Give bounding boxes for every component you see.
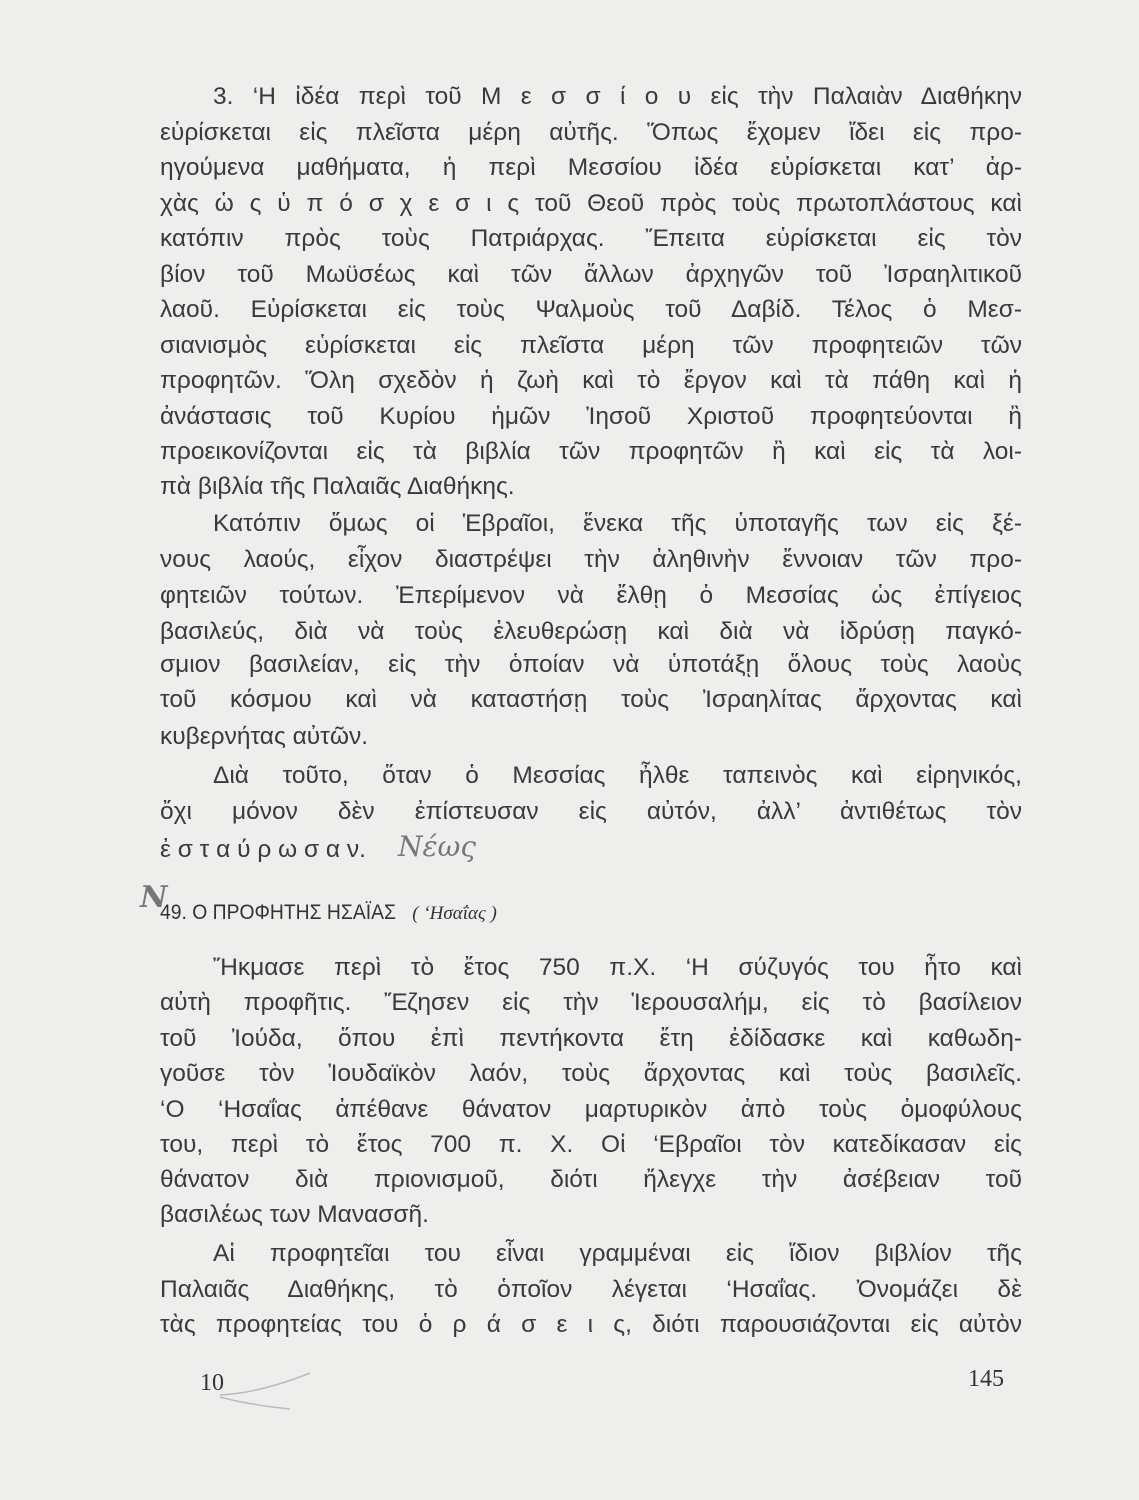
text-line: πὰ βιβλία τῆς Παλαιᾶς Διαθήκης. [160, 473, 515, 500]
text-line: τοῦ Ἰούδα, ὅπου ἐπὶ πεντήκοντα ἔτη ἐδίδασκε καὶ καθωδη- [160, 1025, 1022, 1052]
section-subtitle: ( ‘Ησαΐας ) [412, 903, 497, 924]
text-line: Ἤκμασε περὶ τὸ ἔτος 750 π.Χ. ‘Η σύζυγός του ἦτο καὶ [213, 954, 1022, 981]
text-line: γοῦσε τὸν Ἰουδαϊκὸν λαόν, τοὺς ἄρχοντας καὶ τοὺς βασιλεῖς. [160, 1060, 1022, 1087]
text-line: ὄχι μόνον δὲν ἐπίστευσαν εἰς αὐτόν, ἀλλ’ ἀντιθέτως τὸν [160, 798, 1022, 825]
text-line: 3. ‘Η ἰδέα περὶ τοῦ Μ ε σ σ ί ο υ εἰς τὴν Παλαιὰν Διαθήκην [213, 83, 1022, 110]
text-line: σιανισμὸς εὑρίσκεται εἰς πλεῖστα μέρη τῶν προφητειῶν τῶν [160, 332, 1022, 359]
text-line: χὰς ὡ ς ὑ π ό σ χ ε σ ι ς τοῦ Θεοῦ πρὸς τοὺς πρωτοπλάστους καὶ [160, 190, 1022, 217]
text-line: Κατόπιν ὅμως οἱ Ἑβραῖοι, ἕνεκα τῆς ὑποταγῆς των εἰς ξέ- [213, 510, 1022, 537]
section-heading [160, 898, 497, 929]
text-line: τὰς προφητείας του ὁ ρ ά σ ε ι ς, διότι παρουσιάζονται εἰς αὐτὸν [160, 1311, 1022, 1338]
text-line: λαοῦ. Εὑρίσκεται εἰς τοὺς Ψαλμοὺς τοῦ Δαβίδ. Τέλος ὁ Μεσ- [160, 296, 1022, 323]
text-line: φητειῶν τούτων. Ἐπερίμενον νὰ ἔλθῃ ὁ Μεσσίας ὡς ἐπίγειος [160, 582, 1022, 609]
pencil-stroke-icon [200, 1365, 320, 1415]
text-line: θάνατον διὰ πριονισμοῦ, διότι ἤλεγχε τὴν ἀσέβειαν τοῦ [160, 1166, 1022, 1193]
page-number: 145 [968, 1366, 1004, 1392]
text-line: αὐτὴ προφῆτις. Ἔζησεν εἰς τὴν Ἱερουσαλήμ, εἰς τὸ βασίλειον [160, 989, 1022, 1016]
handwritten-mark: Ν [140, 880, 168, 915]
text-line: ἀνάστασις τοῦ Κυρίου ἡμῶν Ἰησοῦ Χριστοῦ προφητεύονται ἢ [160, 403, 1022, 430]
signature-mark: 10 [200, 1370, 224, 1396]
text-line: σμιον βασιλείαν, εἰς τὴν ὁποίαν νὰ ὑποτάξῃ ὅλους τοὺς λαοὺς [160, 651, 1022, 678]
text-line: τοῦ κόσμου καὶ νὰ καταστήσῃ τοὺς Ἰσραηλίτας ἄρχοντας καὶ [160, 686, 1022, 713]
text-line: Αἱ προφητεῖαι του εἶναι γραμμέναι εἰς ἴδιον βιβλίον τῆς [213, 1240, 1022, 1267]
text-line: βασιλέως των Μανασσῆ. [160, 1201, 429, 1228]
text-line: νους λαούς, εἶχον διαστρέψει τὴν ἀληθινὴν ἔννοιαν τῶν προ- [160, 546, 1022, 573]
text-line: του, περὶ τὸ ἔτος 700 π. Χ. Οἱ ‘Εβραῖοι τὸν κατεδίκασαν εἰς [160, 1131, 1022, 1158]
handwritten-note: Νέως [398, 830, 477, 863]
text-line: κυβερνήτας αὐτῶν. [160, 723, 369, 750]
text-line: εὑρίσκεται εἰς πλεῖστα μέρη αὐτῆς. Ὅπως ἔχομεν ἴδει εἰς προ- [160, 119, 1022, 146]
text-line: βασιλεύς, διὰ νὰ τοὺς ἐλευθερώσῃ καὶ διὰ νὰ ἱδρύσῃ παγκό- [160, 618, 1022, 645]
text-line: προφητῶν. Ὅλη σχεδὸν ἡ ζωὴ καὶ τὸ ἔργον καὶ τὰ πάθη καὶ ἡ [160, 367, 1022, 394]
text-line: ηγούμενα μαθήματα, ἡ περὶ Μεσσίου ἰδέα εὑρίσκεται κατ’ ἀρ- [160, 154, 1022, 181]
section-title: 49. Ο ΠΡΟΦΗΤΗΣ ΗΣΑΪΑΣ [160, 901, 396, 924]
text-line: ἐ σ τ α ύ ρ ω σ α ν. [160, 836, 366, 863]
text-line: Παλαιᾶς Διαθήκης, τὸ ὁποῖον λέγεται ‘Ησαΐας. Ὀνομάζει δὲ [160, 1276, 1022, 1303]
text-line: προεικονίζονται εἰς τὰ βιβλία τῶν προφητῶν ἢ καὶ εἰς τὰ λοι- [160, 438, 1022, 465]
text-line: κατόπιν πρὸς τοὺς Πατριάρχας. Ἔπειτα εὑρίσκεται εἰς τὸν [160, 225, 1022, 252]
text-line: ‘Ο ‘Ησαΐας ἀπέθανε θάνατον μαρτυρικὸν ἀπὸ τοὺς ὁμοφύλους [160, 1096, 1022, 1123]
text-line: βίον τοῦ Μωϋσέως καὶ τῶν ἄλλων ἀρχηγῶν τοῦ Ἰσραηλιτικοῦ [160, 261, 1022, 288]
text-line: Διὰ τοῦτο, ὅταν ὁ Μεσσίας ἦλθε ταπεινὸς καὶ εἰρηνικός, [213, 762, 1022, 789]
